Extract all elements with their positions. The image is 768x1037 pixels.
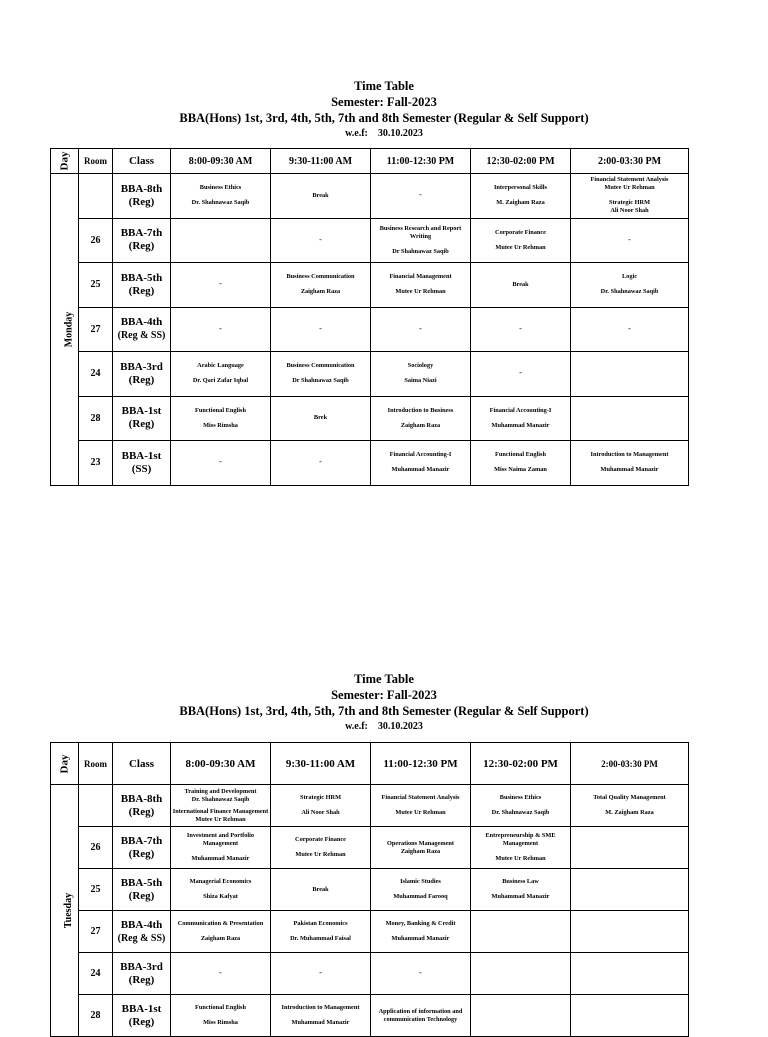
slot-cell xyxy=(571,827,689,869)
slot-cell: Corporate Finance Mutee Ur Rehman xyxy=(271,827,371,869)
class-cell: BBA-4th (Reg & SS) xyxy=(113,911,171,953)
doc-title: Time Table xyxy=(354,79,414,93)
col-class: Class xyxy=(113,149,171,174)
slot-cell: - xyxy=(471,352,571,397)
slot-cell: Money, Banking & Credit Muhammad Manazir xyxy=(371,911,471,953)
slot-cell xyxy=(571,869,689,911)
slot-cell: - xyxy=(171,441,271,486)
slot-cell: - xyxy=(271,441,371,486)
timetable-header xyxy=(0,671,768,734)
program-title: BBA(Hons) 1st, 3rd, 4th, 5th, 7th and 8th Semester (Regular & Self Support) xyxy=(179,111,589,125)
timetable-grid xyxy=(50,148,689,486)
table-row xyxy=(51,827,689,869)
doc-title: Time Table xyxy=(354,672,414,686)
timetable-grid xyxy=(50,742,689,1037)
room-cell: 25 xyxy=(79,869,113,911)
class-cell: BBA-5th (Reg) xyxy=(113,263,171,308)
col-room: Room xyxy=(79,149,113,174)
table-row xyxy=(51,953,689,995)
room-cell: 27 xyxy=(79,307,113,352)
table-row xyxy=(51,174,689,219)
table-row xyxy=(51,307,689,352)
slot-cell xyxy=(571,911,689,953)
col-slot-2: 9:30-11:00 AM xyxy=(271,743,371,785)
col-slot-4: 12:30-02:00 PM xyxy=(471,743,571,785)
slot-cell: - xyxy=(271,307,371,352)
col-slot-5: 2:00-03:30 PM xyxy=(571,743,689,785)
slot-cell xyxy=(571,352,689,397)
slot-cell xyxy=(571,396,689,441)
effective-date xyxy=(0,127,768,141)
slot-cell: Managerial Economics Shiza Kafyat xyxy=(171,869,271,911)
class-cell: BBA-1st (SS) xyxy=(113,441,171,486)
slot-cell: Entrepreneurship & SME Management Mutee Ur Rehman xyxy=(471,827,571,869)
slot-cell: Financial Statement Analysis Mutee Ur Rehman xyxy=(371,785,471,827)
slot-cell: Financial Accounting-I Muhammad Manazir xyxy=(371,441,471,486)
table-row xyxy=(51,911,689,953)
wef-label: w.e.f: xyxy=(345,128,368,139)
class-cell: BBA-8th (Reg) xyxy=(113,174,171,219)
slot-cell: Corporate Finance Mutee Ur Rehman xyxy=(471,218,571,263)
slot-cell: Sociology Saima Niazi xyxy=(371,352,471,397)
table-row xyxy=(51,218,689,263)
slot-cell: - xyxy=(571,307,689,352)
slot-cell: - xyxy=(171,263,271,308)
slot-cell: Introduction to Management Muhammad Manazir xyxy=(571,441,689,486)
room-cell: 25 xyxy=(79,263,113,308)
semester-title: Semester: Fall-2023 xyxy=(331,688,437,702)
slot-cell: - xyxy=(171,953,271,995)
slot-cell: Break xyxy=(471,263,571,308)
slot-cell: Strategic HRM Ali Noor Shah xyxy=(271,785,371,827)
room-cell xyxy=(79,785,113,827)
col-slot-1: 8:00-09:30 AM xyxy=(171,743,271,785)
col-room: Room xyxy=(79,743,113,785)
slot-cell: Introduction to Management Muhammad Manazir xyxy=(271,995,371,1037)
slot-cell: Business Ethics Dr. Shahnawaz Saqib xyxy=(471,785,571,827)
table-row xyxy=(51,869,689,911)
room-cell: 28 xyxy=(79,995,113,1037)
slot-cell xyxy=(571,995,689,1037)
slot-cell: Functional English Miss Rimsha xyxy=(171,396,271,441)
room-cell: 28 xyxy=(79,396,113,441)
slot-cell: Business Research and Report Writing Dr Shahnawaz Saqib xyxy=(371,218,471,263)
class-cell: BBA-3rd (Reg) xyxy=(113,953,171,995)
slot-cell: Business Ethics Dr. Shahnawaz Saqib xyxy=(171,174,271,219)
room-cell: 26 xyxy=(79,218,113,263)
slot-cell: Financial Accounting-I Muhammad Manazir xyxy=(471,396,571,441)
slot-cell: Break xyxy=(271,174,371,219)
slot-cell: Investment and Portfolio Management Muhammad Manazir xyxy=(171,827,271,869)
class-cell: BBA-4th (Reg & SS) xyxy=(113,307,171,352)
table-row xyxy=(51,785,689,827)
slot-cell: Total Quality Management M. Zaigham Raza xyxy=(571,785,689,827)
slot-cell xyxy=(471,953,571,995)
slot-cell: Business Communication Dr Shahnawaz Saqib xyxy=(271,352,371,397)
slot-cell: Training and Development Dr. Shahnawaz Saqib International Finance Management Mutee Ur Rehman xyxy=(171,785,271,827)
class-cell: BBA-8th (Reg) xyxy=(113,785,171,827)
header-row xyxy=(51,149,689,174)
col-slot-3: 11:00-12:30 PM xyxy=(371,743,471,785)
class-cell: BBA-5th (Reg) xyxy=(113,869,171,911)
timetable-tuesday xyxy=(0,671,768,1028)
col-day: Day xyxy=(51,743,79,785)
program-title: BBA(Hons) 1st, 3rd, 4th, 5th, 7th and 8th Semester (Regular & Self Support) xyxy=(179,704,589,718)
header-row xyxy=(51,743,689,785)
slot-cell: - xyxy=(171,307,271,352)
slot-cell: Pakistan Economics Dr. Muhammad Faisal xyxy=(271,911,371,953)
slot-cell: - xyxy=(371,307,471,352)
slot-cell xyxy=(471,911,571,953)
col-slot-1: 8:00-09:30 AM xyxy=(171,149,271,174)
slot-cell xyxy=(171,218,271,263)
slot-cell: - xyxy=(271,953,371,995)
slot-cell: - xyxy=(271,218,371,263)
room-cell: 23 xyxy=(79,441,113,486)
slot-cell: Business Communication Zaigham Raza xyxy=(271,263,371,308)
table-row xyxy=(51,352,689,397)
class-cell: BBA-7th (Reg) xyxy=(113,218,171,263)
slot-cell: Communication & Presentation Zaigham Raza xyxy=(171,911,271,953)
semester-title: Semester: Fall-2023 xyxy=(331,95,437,109)
class-cell: BBA-3rd (Reg) xyxy=(113,352,171,397)
day-label-tuesday: Tuesday xyxy=(51,785,79,1037)
slot-cell: Arabic Language Dr. Qari Zafar Iqbal xyxy=(171,352,271,397)
col-slot-3: 11:00-12:30 PM xyxy=(371,149,471,174)
slot-cell: Interpersonal Skills M. Zaigham Raza xyxy=(471,174,571,219)
table-row xyxy=(51,441,689,486)
slot-cell: Islamic Studies Muhammad Farooq xyxy=(371,869,471,911)
slot-cell: Business Law Muhammad Manazir xyxy=(471,869,571,911)
timetable-header xyxy=(0,78,768,141)
room-cell xyxy=(79,174,113,219)
slot-cell: Operations Management Zaigham Raza xyxy=(371,827,471,869)
slot-cell: - xyxy=(571,218,689,263)
room-cell: 26 xyxy=(79,827,113,869)
day-label-monday: Monday xyxy=(51,174,79,486)
timetable-monday xyxy=(0,78,768,475)
table-row xyxy=(51,995,689,1037)
class-cell: BBA-1st (Reg) xyxy=(113,995,171,1037)
col-day: Day xyxy=(51,149,79,174)
class-cell: BBA-1st (Reg) xyxy=(113,396,171,441)
slot-cell xyxy=(471,995,571,1037)
col-class: Class xyxy=(113,743,171,785)
table-row xyxy=(51,396,689,441)
wef-date: 30.10.2023 xyxy=(377,721,423,732)
slot-cell: - xyxy=(371,174,471,219)
room-cell: 24 xyxy=(79,352,113,397)
slot-cell: Financial Management Mutee Ur Rehman xyxy=(371,263,471,308)
room-cell: 27 xyxy=(79,911,113,953)
wef-label: w.e.f: xyxy=(345,721,368,732)
slot-cell xyxy=(571,953,689,995)
slot-cell: Financial Statement Analysis Mutee Ur Rehman Strategic HRM Ali Noor Shah xyxy=(571,174,689,219)
slot-cell: Functional English Miss Rimsha xyxy=(171,995,271,1037)
slot-cell: - xyxy=(471,307,571,352)
slot-cell: - xyxy=(371,953,471,995)
slot-cell: Functional English Miss Naima Zaman xyxy=(471,441,571,486)
slot-cell: Logic Dr. Shahnawaz Saqib xyxy=(571,263,689,308)
col-slot-4: 12:30-02:00 PM xyxy=(471,149,571,174)
room-cell: 24 xyxy=(79,953,113,995)
slot-cell: Application of information and communication Technology xyxy=(371,995,471,1037)
col-slot-5: 2:00-03:30 PM xyxy=(571,149,689,174)
slot-cell: Break xyxy=(271,869,371,911)
wef-date: 30.10.2023 xyxy=(377,128,423,139)
slot-cell: Introduction to Business Zaigham Raza xyxy=(371,396,471,441)
effective-date xyxy=(0,720,768,734)
table-row xyxy=(51,263,689,308)
col-slot-2: 9:30-11:00 AM xyxy=(271,149,371,174)
class-cell: BBA-7th (Reg) xyxy=(113,827,171,869)
slot-cell: Brek xyxy=(271,396,371,441)
